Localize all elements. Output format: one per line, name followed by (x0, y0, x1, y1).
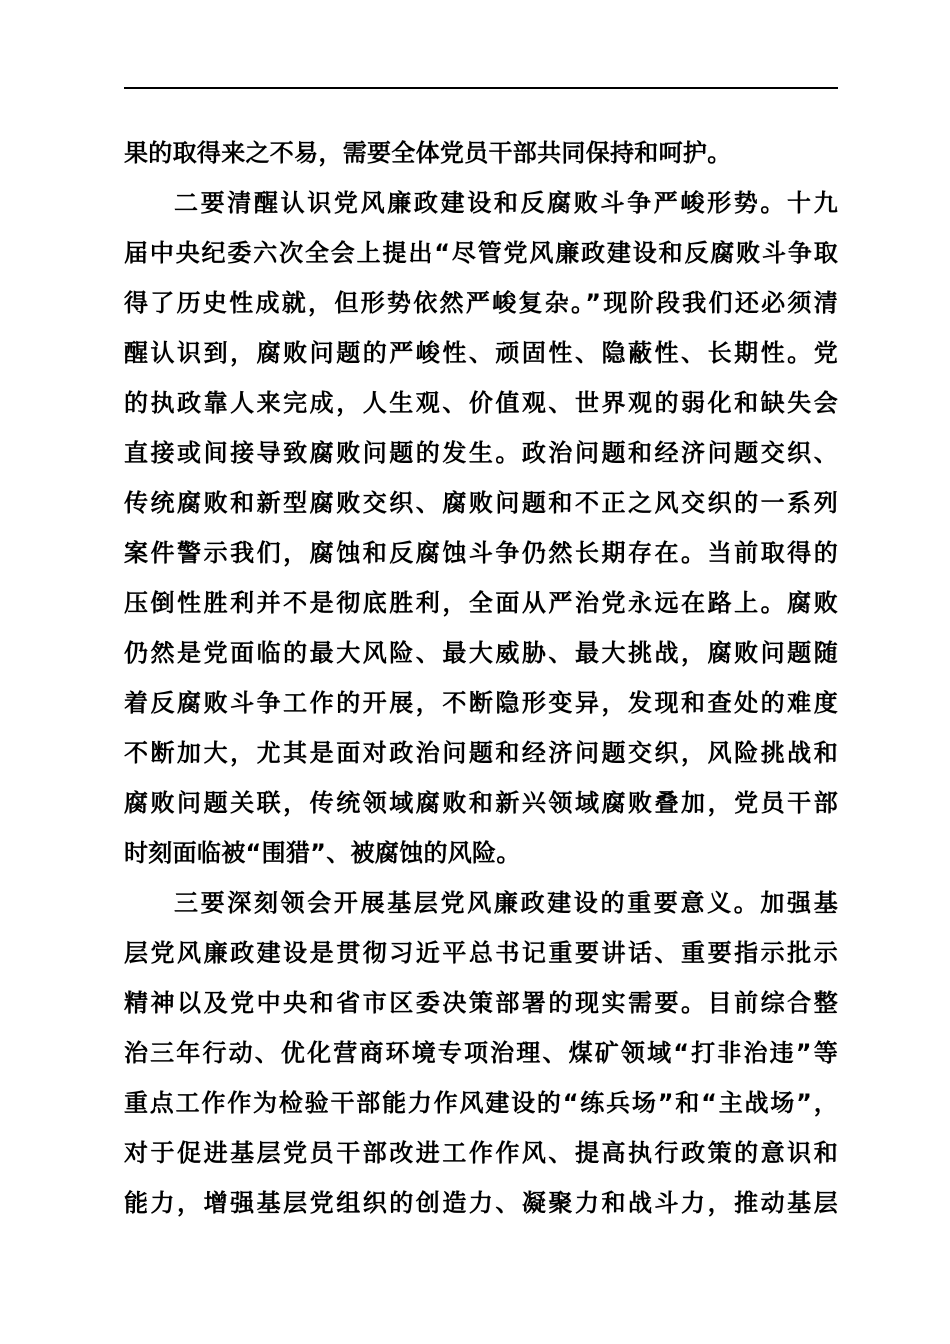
text-line: 着反腐败斗争工作的开展，不断隐形变异，发现和查处的难度 (124, 689, 838, 717)
text-line: 层党风廉政建设是贯彻习近平总书记重要讲话、重要指示批示 (124, 939, 838, 967)
body-text (124, 128, 838, 1228)
text-line: 的执政靠人来完成，人生观、价值观、世界观的弱化和缺失会 (124, 389, 838, 417)
text-line: 腐败问题关联，传统领域腐败和新兴领域腐败叠加，党员干部 (124, 789, 838, 817)
text-line: 时刻面临被“围猎”、被腐蚀的风险。 (124, 839, 521, 867)
text-line: 得了历史性成就，但形势依然严峻复杂。”现阶段我们还必须清 (124, 289, 838, 317)
header-rule (124, 87, 838, 89)
text-line: 仍然是党面临的最大风险、最大威胁、最大挑战，腐败问题随 (124, 639, 838, 667)
text-line: 传统腐败和新型腐败交织、腐败问题和不正之风交织的一系列 (124, 489, 838, 517)
text-line: 治三年行动、优化营商环境专项治理、煤矿领域“打非治违”等 (124, 1039, 838, 1067)
text-line: 重点工作作为检验干部能力作风建设的“练兵场”和“主战场”， (124, 1089, 838, 1117)
text-line: 直接或间接导致腐败问题的发生。政治问题和经济问题交织、 (124, 439, 838, 467)
text-line: 精神以及党中央和省市区委决策部署的现实需要。目前综合整 (124, 989, 838, 1017)
text-line: 果的取得来之不易，需要全体党员干部共同保持和呵护。 (124, 139, 732, 167)
text-line: 能力，增强基层党组织的创造力、凝聚力和战斗力，推动基层 (124, 1189, 838, 1217)
text-line: 届中央纪委六次全会上提出“尽管党风廉政建设和反腐败斗争取 (124, 239, 838, 267)
paragraph-start-line: 三要深刻领会开展基层党风廉政建设的重要意义。加强基 (174, 889, 838, 917)
paragraph-start-line: 二要清醒认识党风廉政建设和反腐败斗争严峻形势。十九 (174, 189, 838, 217)
text-line: 压倒性胜利并不是彻底胜利，全面从严治党永远在路上。腐败 (124, 589, 838, 617)
text-line: 案件警示我们，腐蚀和反腐蚀斗争仍然长期存在。当前取得的 (124, 539, 838, 567)
text-line: 醒认识到，腐败问题的严峻性、顽固性、隐蔽性、长期性。党 (124, 339, 838, 367)
text-line: 对于促进基层党员干部改进工作作风、提高执行政策的意识和 (124, 1139, 838, 1167)
text-line: 不断加大，尤其是面对政治问题和经济问题交织，风险挑战和 (124, 739, 838, 767)
